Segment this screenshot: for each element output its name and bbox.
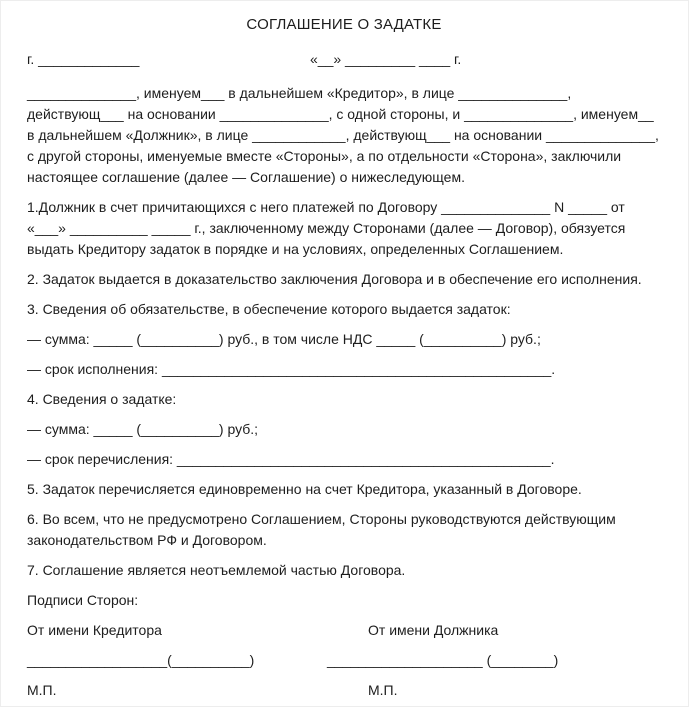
debtor-signature-column [327, 620, 661, 707]
creditor-signature-line: __________________(__________) [27, 652, 255, 668]
clause-3: 3. Сведения об обязательстве, в обеспечение которого выдается задаток: [27, 301, 511, 317]
deposit-transfer-term-line: — срок перечисления: ________________________________________________. [27, 451, 555, 467]
document-title: СОГЛАШЕНИЕ О ЗАДАТКЕ [246, 16, 442, 33]
date-blank-field: «__» _________ ____ г. [310, 51, 462, 67]
clause-5: 5. Задаток перечисляется единовременно на счет Кредитора, указанный в Договоре. [27, 481, 582, 497]
deposit-sum-line: — сумма: _____ (__________) руб.; [27, 421, 259, 437]
preamble-paragraph: ______________, именуем___ в дальнейшем «Кредитор», в лице ______________, действующ___ на основании ______________, с одной стороны, и ______________, именуем__ в дальнейшем «Должник», в лице ____________, действующ___ на основании ______________, с другой стороны, именуемые вместе «Стороны», а по отдельности «Сторона», заключили настоящее соглашение (далее — Соглашение) о нижеследующем. [27, 85, 663, 185]
creditor-seal-label: М.П. [27, 682, 57, 698]
signature-block [27, 620, 661, 707]
clause-1: 1.Должник в счет причитающихся с него платежей по Договору ______________ N _____ от «___» __________ _____ г., заключенному между Сторонами (далее — Договор), обязуется выдать Кредитору задаток в порядке и на условиях, определенных Соглашением. [27, 199, 630, 257]
clause-2: 2. Задаток выдается в доказательство заключения Договора и в обеспечение его исполнения. [27, 271, 642, 287]
city-blank-field: г. _____________ [27, 51, 140, 67]
city-date-row [27, 49, 661, 70]
debtor-signature-line: ____________________ (________) [327, 652, 559, 668]
obligation-sum-line: — сумма: _____ (__________) руб., в том числе НДС _____ (__________) руб.; [27, 331, 541, 347]
clause-6: 6. Во всем, что не предусмотрено Соглашением, Стороны руководствуются действующим законодательством РФ и Договором. [27, 511, 620, 548]
obligation-term-line: — срок исполнения: __________________________________________________. [27, 361, 556, 377]
debtor-seal-label: М.П. [368, 682, 398, 698]
clause-4: 4. Сведения о задатке: [27, 391, 177, 407]
signatures-heading: Подписи Сторон: [27, 592, 139, 608]
clause-7: 7. Соглашение является неотъемлемой частью Договора. [27, 562, 406, 578]
creditor-signature-column [27, 620, 327, 707]
debtor-party-label: От имени Должника [368, 622, 499, 638]
creditor-party-label: От имени Кредитора [27, 622, 162, 638]
